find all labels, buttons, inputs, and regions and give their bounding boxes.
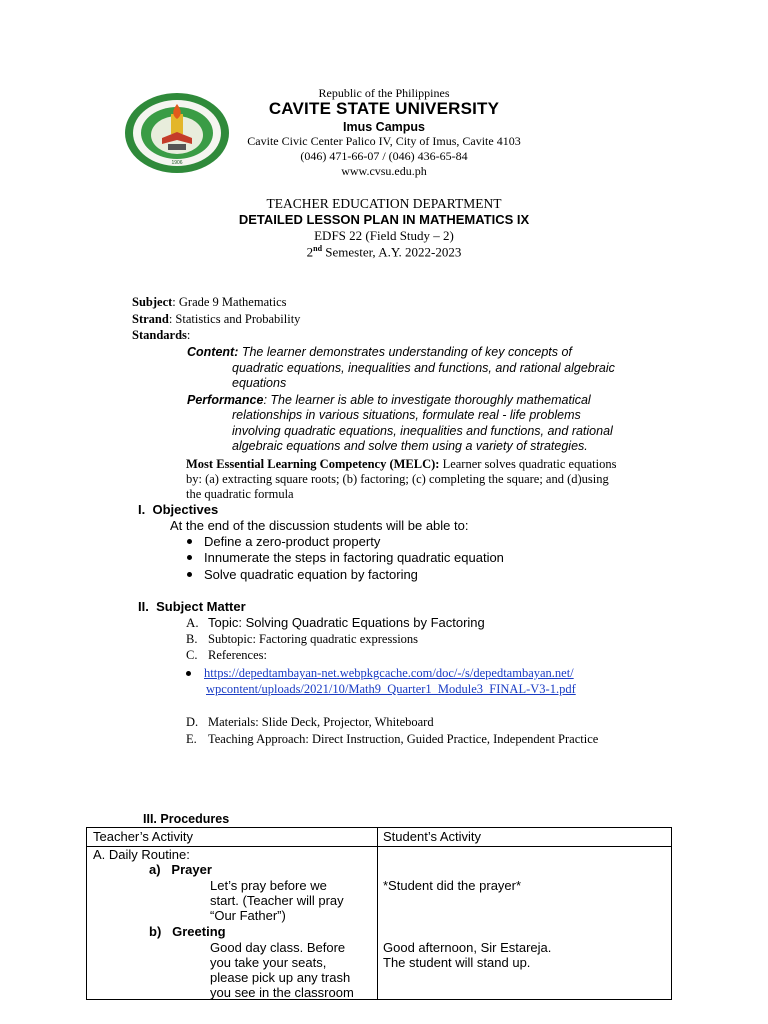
prayer-teacher-line1: Let’s pray before we	[210, 878, 327, 893]
procedures-heading: III. Procedures	[143, 812, 230, 826]
campus-name: Imus Campus	[343, 120, 425, 134]
content-standard-line3: equations	[232, 376, 287, 390]
prayer-student: *Student did the prayer*	[383, 878, 522, 893]
reference-link-line2[interactable]: wpcontent/uploads/2021/10/Math9_Quarter1_Module3_FINAL-V3-1.pdf	[206, 682, 576, 696]
greeting-teacher-line4: you see in the classroom	[210, 985, 354, 1000]
performance-standard: Performance: The learner is able to investigate thoroughly mathematical	[187, 393, 591, 407]
greeting-student-line1: Good afternoon, Sir Estareja.	[383, 940, 552, 955]
topic-item: A. Topic: Solving Quadratic Equations by Factoring	[186, 615, 485, 630]
course-code: EDFS 22 (Field Study – 2)	[314, 228, 454, 243]
objectives-intro: At the end of the discussion students will be able to:	[170, 518, 469, 533]
greeting-heading: b) Greeting	[149, 924, 226, 939]
materials-item: D. Materials: Slide Deck, Projector, Whiteboard	[186, 715, 434, 729]
campus-phone: (046) 471-66-07 / (046) 436-65-84	[300, 149, 468, 163]
list-item: Solve quadratic equation by factoring	[187, 567, 418, 582]
references-item: C. References:	[186, 648, 267, 662]
subject-line: Subject: Grade 9 Mathematics	[132, 295, 287, 309]
subject-matter-heading: II. Subject Matter	[138, 599, 246, 614]
content-standard: Content: The learner demonstrates understanding of key concepts of	[187, 345, 572, 359]
campus-address: Cavite Civic Center Palico IV, City of Imus, Cavite 4103	[247, 134, 521, 148]
melc-line3: the quadratic formula	[186, 487, 294, 501]
semester-line: 2nd Semester, A.Y. 2022-2023	[306, 244, 462, 260]
objectives-heading: I. Objectives	[138, 502, 219, 517]
procedures-table	[86, 827, 672, 1000]
republic-line: Republic of the Philippines	[318, 86, 450, 100]
col-header-student: Student’s Activity	[383, 829, 482, 844]
bullet-icon	[187, 539, 192, 544]
greeting-teacher-line2: you take your seats,	[210, 955, 327, 970]
greeting-teacher-line3: please pick up any trash	[210, 970, 351, 985]
bullet-icon	[186, 671, 191, 676]
bullet-icon	[187, 572, 192, 577]
daily-routine-label: A. Daily Routine:	[93, 847, 190, 862]
bullet-icon	[187, 555, 192, 560]
prayer-heading: a) Prayer	[149, 862, 212, 877]
prayer-teacher-line2: start. (Teacher will pray	[210, 893, 344, 908]
performance-standard-line4: algebraic equations and solve them using a variety of strategies.	[232, 439, 588, 453]
list-item: Define a zero-product property	[187, 534, 380, 549]
list-item: Innumerate the steps in factoring quadratic equation	[187, 550, 504, 565]
university-name: CAVITE STATE UNIVERSITY	[268, 99, 500, 118]
greeting-teacher-line1: Good day class. Before	[210, 940, 346, 955]
reference-link[interactable]: https://depedtambayan-net.webpkgcache.com/doc/-/s/depedtambayan.net/	[186, 666, 574, 681]
subtopic-item: B. Subtopic: Factoring quadratic expressions	[186, 632, 419, 646]
svg-text:1906: 1906	[171, 160, 183, 166]
plan-title: DETAILED LESSON PLAN IN MATHEMATICS IX	[238, 212, 530, 227]
col-header-teacher: Teacher’s Activity	[93, 829, 193, 844]
content-standard-line2: quadratic equations, inequalities and functions, and rational algebraic	[232, 361, 615, 375]
teaching-approach-item: E. Teaching Approach: Direct Instruction, Guided Practice, Independent Practice	[186, 732, 599, 746]
campus-website: www.cvsu.edu.ph	[341, 164, 427, 178]
greeting-student-line2: The student will stand up.	[383, 955, 531, 970]
prayer-teacher-line3: “Our Father”)	[210, 908, 286, 923]
melc-line2: by: (a) extracting square roots; (b) factoring; (c) completing the square; and (d)using	[186, 472, 609, 486]
performance-standard-line3: involving quadratic equations, inequalities and functions, and rational	[232, 424, 613, 438]
standards-label: Standards:	[132, 328, 191, 342]
strand-line: Strand: Statistics and Probability	[132, 312, 301, 326]
performance-standard-line2: relationships in various situations, formulate real - life problems	[232, 408, 581, 422]
department-name: TEACHER EDUCATION DEPARTMENT	[266, 196, 502, 211]
melc-line: Most Essential Learning Competency (MELC): Learner solves quadratic equations	[186, 457, 617, 471]
